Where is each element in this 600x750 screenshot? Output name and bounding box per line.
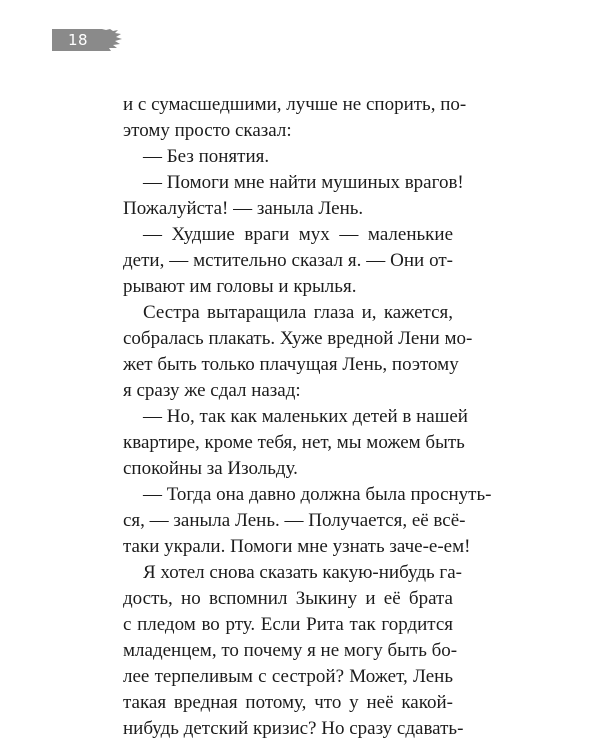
page-number-tab bbox=[52, 29, 122, 51]
text-line: — Помоги мне найти мушиных врагов! bbox=[143, 172, 464, 193]
text-line: Пожалуйста! — заныла Лень. bbox=[123, 198, 364, 219]
body-text bbox=[123, 92, 492, 742]
text-line: с пледом во рту. Если Рита так гордится bbox=[123, 614, 453, 635]
text-line: спокойны за Изольду. bbox=[123, 458, 298, 479]
text-line: этому просто сказал: bbox=[123, 120, 292, 141]
text-line: собралась плакать. Хуже вредной Лени мо- bbox=[123, 328, 473, 349]
text-line: дети, — мстительно сказал я. — Они от- bbox=[123, 250, 453, 271]
text-line: я сразу же сдал назад: bbox=[123, 380, 301, 401]
text-line: квартире, кроме тебя, нет, мы можем быть bbox=[123, 432, 465, 453]
text-line: рывают им головы и крылья. bbox=[123, 276, 357, 297]
text-line: жет быть только плачущая Лень, поэтому bbox=[123, 354, 459, 375]
text-line: Сестра вытаращила глаза и, кажется, bbox=[143, 302, 453, 323]
text-line: лее терпеливым с сестрой? Может, Лень bbox=[123, 666, 453, 687]
text-line: таки украли. Помоги мне узнать заче-е-ем! bbox=[123, 536, 471, 557]
text-line: — Но, так как маленьких детей в нашей bbox=[143, 406, 468, 427]
text-line: младенцем, то почему я не могу быть бо- bbox=[123, 640, 458, 661]
text-line: — Без понятия. bbox=[143, 146, 270, 167]
page-number: 18 bbox=[67, 31, 89, 49]
text-line: дость, но вспомнил Зыкину и её брата bbox=[123, 588, 453, 609]
text-line: ся, — заныла Лень. — Получается, её всё- bbox=[123, 510, 466, 531]
text-line: и с сумасшедшими, лучше не спорить, по- bbox=[123, 94, 467, 115]
text-line: такая вредная потому, что у неё какой- bbox=[123, 692, 453, 713]
text-line: — Тогда она давно должна была проснуть- bbox=[143, 484, 492, 505]
text-line: нибудь детский кризис? Но сразу сдавать- bbox=[123, 718, 464, 739]
text-line: — Худшие враги мух — маленькие bbox=[143, 224, 453, 245]
text-line: Я хотел снова сказать какую-нибудь га- bbox=[143, 562, 462, 583]
